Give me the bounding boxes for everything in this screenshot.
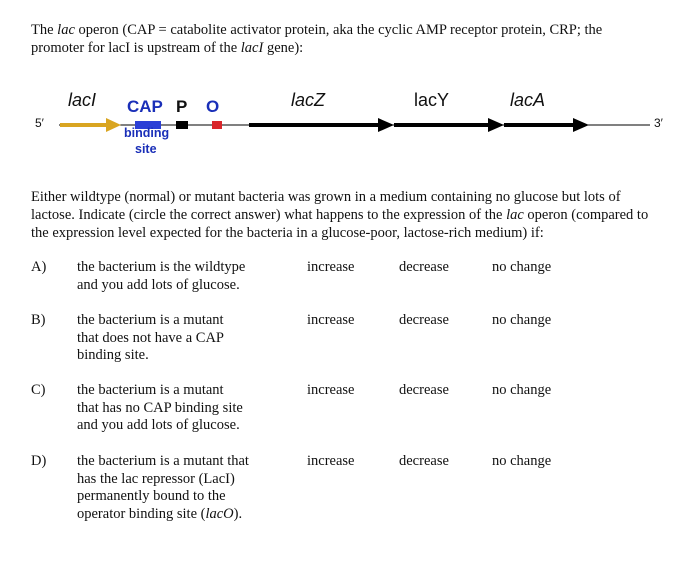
- question-c-letter: C): [31, 382, 46, 398]
- question-c-increase-option[interactable]: increase: [307, 382, 355, 398]
- binding-label: binding: [124, 126, 170, 140]
- three-prime-label: 3′: [654, 116, 663, 130]
- question-c-line: and you add lots of glucose.: [77, 417, 240, 433]
- question-b-letter: B): [31, 312, 46, 328]
- cap-label: CAP: [127, 97, 163, 116]
- lacA-label: lacA: [510, 90, 546, 110]
- question-b-increase-option[interactable]: increase: [307, 312, 355, 328]
- lacY-arrowhead: [488, 118, 504, 132]
- lacZ-arrowhead: [378, 118, 394, 132]
- site-label: site: [135, 142, 157, 156]
- question-a-letter: A): [31, 259, 47, 275]
- question-c-decrease-option[interactable]: decrease: [399, 382, 449, 398]
- question-b-line: that does not have a CAP: [77, 329, 224, 346]
- question-b-text: [77, 312, 224, 365]
- question-b-line: the bacterium is a mutant: [77, 312, 224, 328]
- question-b-decrease-option[interactable]: decrease: [399, 312, 449, 328]
- question-d-decrease-option[interactable]: decrease: [399, 453, 449, 469]
- question-a-decrease-option[interactable]: decrease: [399, 259, 449, 275]
- question-d-line: operator binding site (lacO).: [77, 505, 243, 522]
- question-c-text: [77, 382, 243, 435]
- lacA-arrowhead: [573, 118, 589, 132]
- prompt-line-2: lactose. Indicate (circle the correct answer) what happens to the expression of the lac operon (compared to: [31, 207, 649, 223]
- intro-line-2: promoter for lacI is upstream of the lacI gene):: [31, 40, 304, 56]
- prompt-line-3: the expression level expected for the bacteria in a glucose-poor, lactose-rich medium) if:: [31, 225, 544, 241]
- promoter-box: [176, 121, 188, 129]
- question-b-line: binding site.: [77, 347, 149, 363]
- question-d-increase-option[interactable]: increase: [307, 453, 355, 469]
- five-prime-label: 5′: [35, 116, 44, 130]
- question-c-no-change-option[interactable]: no change: [492, 382, 552, 398]
- lac-operon-diagram: [0, 0, 700, 170]
- operator-box: [212, 121, 222, 129]
- lacI-label: lacI: [68, 90, 97, 110]
- prompt-line-1: Either wildtype (normal) or mutant bacteria was grown in a medium containing no glucose but lots of: [31, 189, 621, 205]
- question-a-increase-option[interactable]: increase: [307, 259, 355, 275]
- lacZ-label: lacZ: [291, 90, 326, 110]
- question-c-line: the bacterium is a mutant: [77, 382, 224, 398]
- lacY-label: lacY: [414, 90, 450, 110]
- question-d-line: the bacterium is a mutant that: [77, 453, 249, 469]
- operator-label: O: [206, 97, 220, 116]
- question-d-line: has the lac repressor (LacI): [77, 470, 235, 487]
- question-d-line: permanently bound to the: [77, 488, 226, 504]
- question-b-no-change-option[interactable]: no change: [492, 312, 552, 328]
- question-d-letter: D): [31, 453, 47, 469]
- question-d-no-change-option[interactable]: no change: [492, 453, 552, 469]
- question-a-line: the bacterium is the wildtype: [77, 259, 246, 275]
- promoter-label: P: [176, 97, 188, 116]
- question-a-no-change-option[interactable]: no change: [492, 259, 552, 275]
- question-prompt: [31, 188, 648, 242]
- question-a-line: and you add lots of glucose.: [77, 276, 240, 293]
- lacI-arrowhead: [106, 118, 121, 132]
- question-a-text: [77, 259, 245, 294]
- intro-line-1: The lac operon (CAP = catabolite activator protein, aka the cyclic AMP receptor protein, CRP; the: [31, 22, 603, 38]
- question-c-line: that has no CAP binding site: [77, 399, 243, 416]
- question-d-text: [77, 453, 249, 523]
